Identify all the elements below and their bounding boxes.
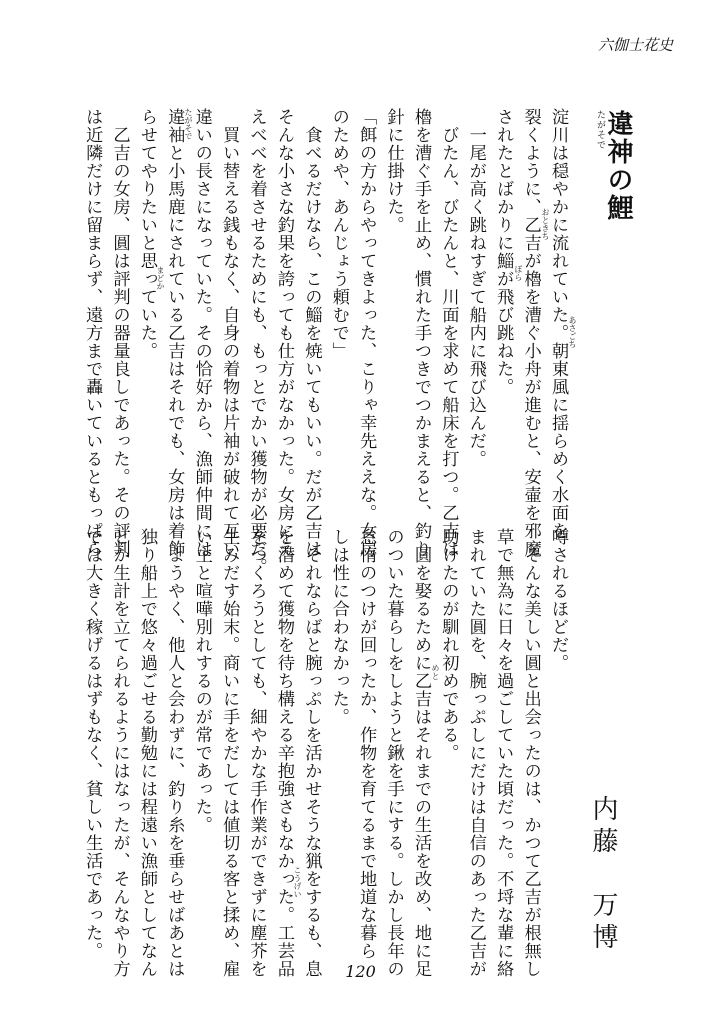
text-line: 助けたのが馴れ初めである。 (438, 528, 459, 762)
text-line: 乙吉の女房、圓は評判の器量良しであった。その評判 (109, 108, 130, 558)
text-line: びたん、びたんと、川面を求めて船床を打つ。乙吉は (438, 108, 459, 558)
page-number: 120 (345, 962, 376, 981)
text-line: 食べるだけなら、この鯔を焼いてもいい。だが乙吉は (301, 108, 322, 558)
text-line: そんな美しい圓と出会ったのは、かつて乙吉が根無し (520, 528, 541, 978)
text-line: 圓を娶るために乙吉はそれまでの生活を改め、地に足 (410, 528, 431, 978)
ruby-kougei: こうげい (293, 866, 302, 898)
text-line: では大きく稼げるはずもなく、貧しい生活であった。 (82, 528, 103, 960)
text-line: ようやく、他人と会わずに、釣り糸を垂らせばあとは (164, 528, 185, 978)
text-line: 淀川は穏やかに流れていた。朝東風に揺らめく水面を (548, 108, 568, 540)
text-line: 櫓を漕ぐ手を止め、慣れた手つきでつかまえると、釣り (410, 108, 431, 558)
text-line: 生みだす始末。商いに手をだしては値切る客と揉め、雇 (219, 528, 240, 978)
ruby-metoru: めと (431, 664, 440, 680)
ruby-bora: ぼら (514, 265, 523, 281)
ruby-otokichi: おときち (541, 208, 550, 240)
author-name: 内藤 万博 (588, 795, 618, 955)
text-line: を潜めて獲物を待ち構える辛抱強さもなかった。工芸品 (273, 528, 294, 978)
text-line: 独り船上で悠々過ごせる勤勉には程遠い漁師としてなん (136, 528, 157, 978)
text-line: 針に仕掛けた。 (383, 108, 404, 234)
text-line: 違袖と小馬鹿にされている乙吉はそれでも、女房は着飾 (164, 108, 185, 558)
text-line: そんな小さな釣果を誇っても仕方がなかった。女房にえ (273, 108, 294, 558)
text-line: されたとばかりに鯔が飛び跳ねた。 (493, 108, 514, 396)
text-line: しは性に合わなかった。 (328, 528, 349, 726)
text-line: は近隣だけに留まらず、遠方まで轟いているともっぱら (82, 108, 103, 558)
text-line: 一尾が高く跳ねすぎて船内に飛び込んだ。 (465, 108, 486, 468)
text-line: らせてやりたいと思っていた。 (136, 108, 157, 360)
text-line: 買い替える銭もなく、自身の着物は片袖が破れて互い (219, 108, 240, 558)
text-line: 違いの長さになっていた。その恰好から、漁師仲間には (191, 108, 212, 558)
ruby-asagochi: あさごち (568, 316, 577, 348)
title-block (585, 110, 645, 270)
text-line: 「餌の方からやってきよった、こりゃ幸先ええな。女房 (356, 108, 377, 558)
title-reading: たがそで (595, 110, 605, 150)
ruby-madoka: まどか (156, 266, 165, 290)
text-line: のついた暮らしをしようと鍬を手にする。しかし長年の (383, 528, 404, 978)
text-line: をつくろうとしても、細やかな手作業ができずに塵芥を (246, 528, 267, 978)
text-line: それならばと腕っぷしを活かせそうな猟をするも、息 (301, 528, 322, 978)
text-line: い主と喧嘩別れするのが常であった。 (191, 528, 212, 834)
text-line: えべべを着させるためにも、もっとでかい獲物が必要だ。 (246, 108, 267, 576)
text-line: のためや、あんじょう頼むで」 (328, 108, 349, 360)
text-line: 怠惰のつけが回ったか、作物を育てるまで地道な暮ら (356, 528, 377, 960)
text-line: とか生計を立てられるようにはなったが、そんなやり方 (109, 528, 130, 978)
text-line: 裂くように、乙吉が櫓を漕ぐ小舟が進むと、安壷を邪魔 (520, 108, 541, 558)
text-line: まれていた圓を、腕っぷしにだけは自信のあった乙吉が (465, 528, 486, 978)
book-title-header: 六伽士花史 (597, 36, 673, 54)
text-line: 噂されるほどだ。 (548, 528, 568, 672)
ruby-tagasode: たがそで (184, 108, 193, 140)
text-line: 草で無為に日々を過ごしていた頃だった。不埒な輩に絡 (493, 528, 514, 978)
upper-text-block (78, 108, 571, 576)
story-title: 違神の鯉 (603, 110, 633, 222)
